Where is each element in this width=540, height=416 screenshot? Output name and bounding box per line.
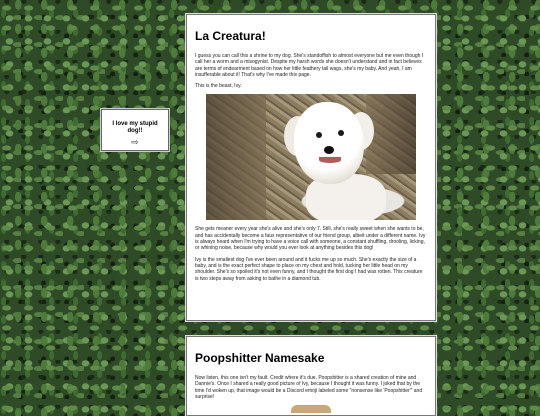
post-paragraph-namesake: Now listen, this one isn't my fault. Credit where it's due, Poopshitter is a shared creation of mine and Dannie's. Once I shared a really good picture of Ivy, because I thought it was funny. I joked that by the time I'd woken up, that image would be a Discord emoji labeled some "nonsense like 'Poopshitter'" and surprise! <box>195 375 423 400</box>
post-card-poopshitter <box>186 336 436 416</box>
sidebar-link-box[interactable] <box>101 109 169 151</box>
post-paragraph-meaner: She gets meaner every year she's alive and she's only 7. Still, she's really sweet when she wants to be, and has accidentally become a faux representative of our friend group, albeit under a different name. Ivy is always heard when I'm trying to have a voice call with someone, a constant shuffling, drooling, licking, or whining noise, because why would you ever look at anything besides this dog! <box>195 226 426 252</box>
dog-photo <box>206 94 416 220</box>
post-card-la-creatura <box>186 14 436 321</box>
post-title-2: Poopshitter Namesake <box>195 351 325 365</box>
post-paragraph-intro: I guess you can call this a shrine to my dog. She's standoffish to almost everyone but me even though I call her a worm and a misogynist. Despite my harsh words she doesn't understand and in fact believes are terms of endearment based on how her little feathery tail wags, she's my baby. And yeah, I am insufferable about it! That's why I've made this page. <box>195 53 424 78</box>
post-title: La Creatura! <box>195 29 266 43</box>
post-paragraph-caption: This is the beast, Ivy. <box>195 83 242 90</box>
post-paragraph-smallest: Ivy is the smallest dog I've ever been around and it fucks me up so much. She's exactly the size of a baby, and is the exact perfect shape to place on my chest and hold, tucking her little head on my shoulder. She's so spoiled it's not even funny, and I thought the first dog I had was rotten. This creature is two steps away from asking to bathe in a diamond tub. <box>195 256 423 282</box>
arrow-right-icon[interactable]: ⇨ <box>131 137 139 147</box>
dog-photo-2 <box>291 405 331 413</box>
sidebar-label: I love my stupid dog!! <box>112 121 158 134</box>
